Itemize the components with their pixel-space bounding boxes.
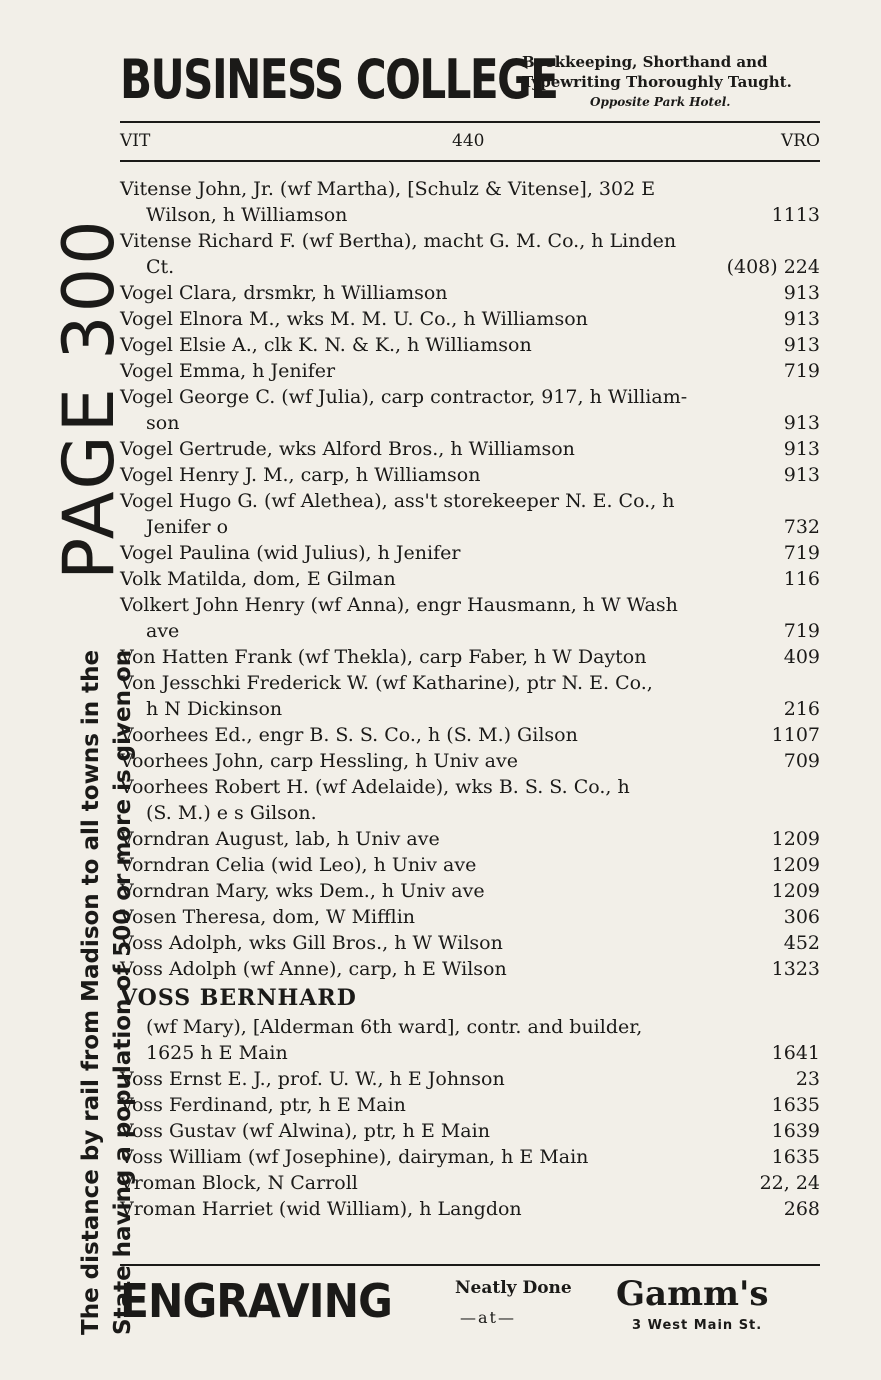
entry-text: Vogel Elnora M., wks M. M. U. Co., h Williamson (120, 308, 588, 330)
featured-entry (120, 982, 820, 1066)
directory-listing (120, 176, 820, 1222)
entry-text: Voorhees Ed., engr B. S. S. Co., h (S. M.) Gilson (120, 724, 578, 746)
directory-entry (120, 566, 820, 592)
side-ad-line-2: State having a population of 500 or more is given on (110, 649, 136, 1335)
entry-text: Vroman Harriet (wid William), h Langdon (120, 1198, 522, 1220)
directory-entry (120, 384, 820, 436)
entry-text: Voss William (wf Josephine), dairyman, h E Main (120, 1146, 589, 1168)
bottom-ad-address: 3 West Main St. (632, 1318, 763, 1333)
directory-entry (120, 826, 820, 852)
directory-entry (120, 1170, 820, 1196)
featured-name: VOSS BERNHARD (120, 985, 357, 1011)
entry-number: 1635 (771, 1094, 820, 1116)
entry-number: 1639 (771, 1120, 820, 1142)
top-ad-title: BUSINESS COLLEGE (120, 48, 558, 111)
top-ad-line-1: Bookkeeping, Shorthand and (522, 53, 768, 71)
entry-text: Voss Adolph, wks Gill Bros., h W Wilson (120, 932, 503, 954)
directory-entry (120, 332, 820, 358)
directory-entry (120, 956, 820, 982)
featured-line-1: (wf Mary), [Alderman 6th ward], contr. and builder, (146, 1016, 643, 1038)
entry-number: 1209 (771, 828, 820, 850)
entry-number: 719 (783, 360, 820, 382)
entry-text: Vorndran Celia (wid Leo), h Univ ave (120, 854, 477, 876)
top-ad-description (522, 52, 820, 112)
directory-entry (120, 852, 820, 878)
directory-entry (120, 644, 820, 670)
entry-number: 719 (783, 620, 820, 642)
directory-entry (120, 436, 820, 462)
entry-number: 216 (783, 698, 820, 720)
directory-entry (120, 1092, 820, 1118)
entry-text: Vorndran August, lab, h Univ ave (120, 828, 440, 850)
directory-entry (120, 748, 820, 774)
top-advertisement (120, 48, 820, 114)
entry-continuation: (S. M.) e s Gilson. (146, 802, 317, 824)
top-ad-line-3: Opposite Park Hotel. (590, 95, 731, 109)
header-rule-top (120, 121, 820, 123)
entry-text: Vitense Richard F. (wf Bertha), macht G. M. Co., h Linden (120, 230, 677, 252)
entry-number: 23 (795, 1068, 820, 1090)
entry-continuation: son (146, 412, 180, 434)
directory-entry (120, 722, 820, 748)
entry-text: Voss Ernst E. J., prof. U. W., h E Johnson (120, 1068, 505, 1090)
entry-number: 1323 (771, 958, 820, 980)
entry-continuation: Wilson, h Williamson (146, 204, 348, 226)
page-number: 440 (452, 131, 485, 151)
entry-continuation: Ct. (146, 256, 175, 278)
top-ad-line-2: Typewriting Thoroughly Taught. (522, 73, 792, 91)
entry-number: 719 (783, 542, 820, 564)
entry-number: 306 (783, 906, 820, 928)
entry-number: 1635 (771, 1146, 820, 1168)
entry-number: 1209 (771, 880, 820, 902)
entry-text: Volkert John Henry (wf Anna), engr Hausmann, h W Wash (120, 594, 678, 616)
directory-entry (120, 1196, 820, 1222)
entry-number: (408) 224 (726, 256, 820, 278)
directory-entry (120, 358, 820, 384)
entry-number: 913 (783, 412, 820, 434)
running-head-right: VRO (780, 131, 820, 151)
running-head (120, 131, 820, 155)
directory-entry (120, 488, 820, 540)
bottom-advertisement (120, 1272, 820, 1342)
entry-text: Voss Gustav (wf Alwina), ptr, h E Main (120, 1120, 490, 1142)
directory-entry (120, 904, 820, 930)
entry-text: Voss Ferdinand, ptr, h E Main (120, 1094, 406, 1116)
entry-number: 913 (783, 334, 820, 356)
entry-text: Vogel Henry J. M., carp, h Williamson (120, 464, 481, 486)
directory-entry (120, 176, 820, 228)
entry-text: Voss Adolph (wf Anne), carp, h E Wilson (120, 958, 507, 980)
entry-text: Vitense John, Jr. (wf Martha), [Schulz & Vitense], 302 E (120, 178, 656, 200)
entry-number: 913 (783, 464, 820, 486)
entry-text: Volk Matilda, dom, E Gilman (120, 568, 396, 590)
entry-text: Vogel Gertrude, wks Alford Bros., h Williamson (120, 438, 575, 460)
directory-entry (120, 1066, 820, 1092)
entry-number: 709 (783, 750, 820, 772)
directory-entry (120, 1144, 820, 1170)
entry-text: Von Jesschki Frederick W. (wf Katharine), ptr N. E. Co., (120, 672, 653, 694)
bottom-ad-neatly: Neatly Done (455, 1278, 572, 1298)
directory-entry (120, 1118, 820, 1144)
entry-number: 1113 (771, 204, 820, 226)
entry-number: 732 (783, 516, 820, 538)
side-ad-line-1: The distance by rail from Madison to all towns in the (78, 649, 104, 1335)
entry-continuation: ave (146, 620, 180, 642)
entry-number: 116 (783, 568, 820, 590)
entry-text: Vogel Hugo G. (wf Alethea), ass't storekeeper N. E. Co., h (120, 490, 675, 512)
entry-text: Vosen Theresa, dom, W Mifflin (120, 906, 416, 928)
footer-rule (120, 1264, 820, 1266)
entry-text: Voorhees Robert H. (wf Adelaide), wks B. S. S. Co., h (120, 776, 630, 798)
entry-number: 1107 (771, 724, 820, 746)
entry-number: 913 (783, 308, 820, 330)
entry-text: Vogel Clara, drsmkr, h Williamson (120, 282, 448, 304)
side-page-reference: PAGE 300 (48, 217, 130, 580)
bottom-ad-shop-name: Gamm's (616, 1274, 769, 1314)
entry-continuation: h N Dickinson (146, 698, 283, 720)
entry-text: Vroman Block, N Carroll (120, 1172, 358, 1194)
entry-number: 268 (783, 1198, 820, 1220)
directory-entry (120, 540, 820, 566)
entry-text: Vogel George C. (wf Julia), carp contractor, 917, h William- (120, 386, 688, 408)
entry-number: 1209 (771, 854, 820, 876)
directory-entry (120, 228, 820, 280)
entry-text: Von Hatten Frank (wf Thekla), carp Faber, h W Dayton (120, 646, 647, 668)
directory-entry (120, 306, 820, 332)
directory-entry (120, 280, 820, 306)
featured-number: 1641 (771, 1042, 820, 1064)
entry-number: 913 (783, 438, 820, 460)
directory-entry (120, 930, 820, 956)
entry-text: Vogel Paulina (wid Julius), h Jenifer (120, 542, 461, 564)
entry-number: 22, 24 (759, 1172, 820, 1194)
header-rule-bottom (120, 160, 820, 162)
bottom-ad-title: ENGRAVING (120, 1274, 392, 1328)
entry-text: Vogel Elsie A., clk K. N. & K., h Williamson (120, 334, 532, 356)
directory-entry (120, 592, 820, 644)
entry-number: 913 (783, 282, 820, 304)
directory-entry (120, 774, 820, 826)
entry-text: Vogel Emma, h Jenifer (120, 360, 336, 382)
directory-entry (120, 878, 820, 904)
running-head-left: VIT (120, 131, 151, 151)
entry-continuation: Jenifer o (146, 516, 229, 538)
directory-entry (120, 670, 820, 722)
entry-text: Vorndran Mary, wks Dem., h Univ ave (120, 880, 485, 902)
bottom-ad-at: —at— (460, 1308, 516, 1327)
entry-number: 409 (783, 646, 820, 668)
entry-number: 452 (783, 932, 820, 954)
directory-entry (120, 462, 820, 488)
featured-line-2: 1625 h E Main (146, 1042, 288, 1064)
entry-text: Voorhees John, carp Hessling, h Univ ave (120, 750, 518, 772)
